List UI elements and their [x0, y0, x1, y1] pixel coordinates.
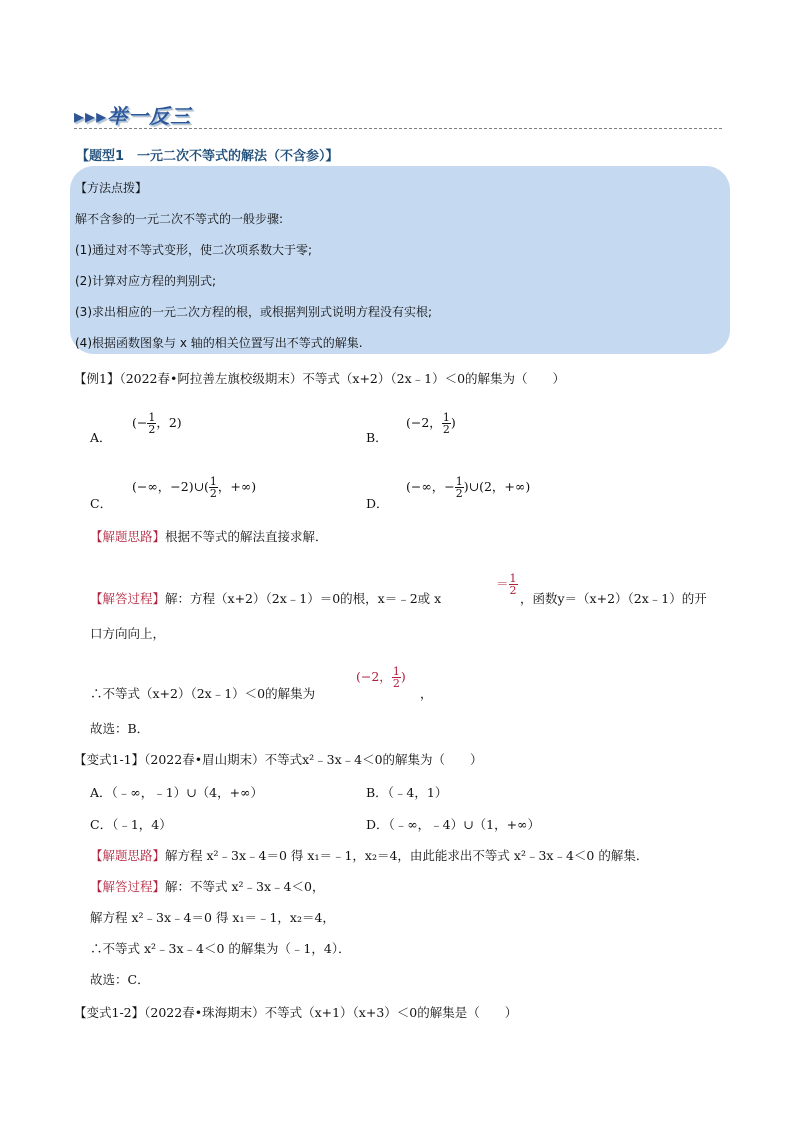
ex1-process-comma: ， — [420, 686, 433, 701]
var1-option-d: D．（﹣∞，﹣4）∪（1，+∞） — [366, 817, 540, 832]
method-intro: 解不含参的一元二次不等式的一般步骤: — [75, 212, 284, 226]
var1-process-line1: 【解答过程】解：不等式 x²﹣3x﹣4＜0， — [90, 879, 325, 894]
var1-process-line3: ∴不等式 x²﹣3x﹣4＜0 的解集为（﹣1，4）． — [90, 941, 351, 956]
ex1-option-c-label: C． — [90, 496, 113, 511]
var1-option-a: A．（﹣∞，﹣1）∪（4，+∞） — [90, 785, 263, 800]
ex1-process-answer: (−2， $\frac{1}{2}$ ) — [356, 665, 406, 690]
ex1-option-c: (−∞，−2)∪( $\frac{1}{2}$ ，+∞) — [132, 475, 257, 500]
var1-option-c: C．（﹣1，4） — [90, 817, 172, 832]
method-step-1: (1)通过对不等式变形，使二次项系数大于零; — [75, 243, 313, 257]
var1-option-b: B．（﹣4，1） — [366, 785, 448, 800]
ex1-process-line1: 【解答过程】解：方程（x+2）（2x﹣1）＝0的根，x＝﹣2或 x — [90, 591, 442, 606]
ex1-process-fraction: ＝ $\frac{1}{2}$ — [496, 572, 517, 597]
method-step-3: (3)求出相应的一元二次方程的根，或根据判别式说明方程没有实根; — [75, 305, 433, 319]
var1-choice: 故选：C． — [90, 972, 150, 987]
ex1-option-b: (−2， $\frac{1}{2}$ ) — [406, 411, 456, 436]
ex1-option-a-label: A． — [90, 430, 112, 445]
ex1-option-d: (−∞，− $\frac{1}{2}$ )∪(2，+∞) — [406, 475, 531, 500]
header-logo: ▸▸▸举一反三 — [74, 104, 192, 128]
var1-idea: 【解题思路】解方程 x²﹣3x﹣4＝0 得 x₁＝﹣1，x₂＝4，由此能求出不等式 x²﹣3x﹣4＜0 的解集． — [90, 848, 649, 863]
header-divider — [74, 128, 722, 129]
ex1-option-a: (− $\frac{1}{2}$ ，2) — [132, 411, 182, 436]
ex1-option-d-label: D． — [366, 496, 389, 511]
var1-process-line2: 解方程 x²﹣3x﹣4＝0 得 x₁＝﹣1，x₂＝4， — [90, 910, 335, 925]
ex1-idea: 【解题思路】根据不等式的解法直接求解． — [90, 529, 328, 544]
method-step-2: (2)计算对应方程的判别式; — [75, 274, 217, 288]
var1-question: 【变式1-1】（2022春•眉山期末）不等式x²﹣3x﹣4＜0的解集为（ ） — [74, 752, 483, 767]
method-heading: 【方法点拨】 — [75, 181, 148, 195]
ex1-choice: 故选：B． — [90, 721, 150, 736]
section-title: 【题型1 一元二次不等式的解法（不含参）】 — [76, 149, 339, 164]
method-step-4: (4)根据函数图象与 x 轴的相关位置写出不等式的解集. — [75, 336, 363, 350]
ex1-process-line1b: ，函数y＝（x+2）（2x﹣1）的开 — [520, 591, 707, 606]
ex1-option-b-label: B． — [366, 430, 388, 445]
ex1-process-line3: ∴不等式（x+2）（2x﹣1）＜0的解集为 — [90, 686, 316, 701]
ex1-question: 【例1】（2022春•阿拉善左旗校级期末）不等式（x+2）（2x﹣1）＜0的解集为（ ） — [74, 371, 566, 386]
method-box — [70, 166, 730, 354]
var2-question: 【变式1-2】（2022春•珠海期末）不等式（x+1）（x+3）＜0的解集是（ ） — [74, 1005, 518, 1020]
ex1-process-line2: 口方向向上， — [90, 626, 166, 641]
